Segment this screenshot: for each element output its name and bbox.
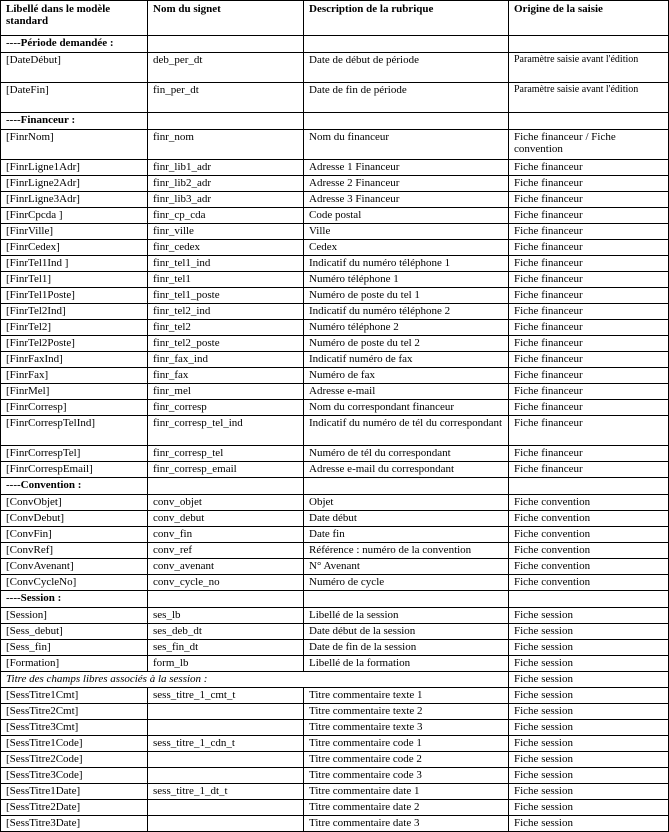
cell-description: Adresse e-mail du correspondant: [304, 462, 509, 478]
cell-description: Cedex: [304, 240, 509, 256]
cell-input-origin: Fiche financeur: [509, 462, 669, 478]
cell-standard-label: [DateFin]: [1, 83, 148, 113]
table-row: [1, 543, 669, 559]
cell-input-origin: Fiche financeur: [509, 320, 669, 336]
cell-bookmark-name: finr_corresp: [148, 400, 304, 416]
cell-bookmark-name: finr_corresp_tel: [148, 446, 304, 462]
cell-standard-label: [FinrCpcda ]: [1, 208, 148, 224]
cell-input-origin: Fiche session: [509, 784, 669, 800]
cell-description: Référence : numéro de la convention: [304, 543, 509, 559]
cell-bookmark-name: finr_cp_cda: [148, 208, 304, 224]
empty-cell: [304, 478, 509, 495]
cell-input-origin: Fiche session: [509, 704, 669, 720]
cell-description: Numéro téléphone 2: [304, 320, 509, 336]
table-row: [1, 384, 669, 400]
table-row: [1, 768, 669, 784]
empty-cell: [148, 113, 304, 130]
table-row: [1, 272, 669, 288]
cell-bookmark-name: finr_tel1_poste: [148, 288, 304, 304]
cell-standard-label: [FinrLigne2Adr]: [1, 176, 148, 192]
cell-input-origin: Fiche financeur: [509, 400, 669, 416]
table-row: [1, 736, 669, 752]
table-row: [1, 624, 669, 640]
cell-description: Nom du financeur: [304, 130, 509, 160]
table-row: [1, 336, 669, 352]
cell-bookmark-name: [148, 816, 304, 832]
cell-standard-label: [SessTitre1Code]: [1, 736, 148, 752]
cell-bookmark-name: finr_cedex: [148, 240, 304, 256]
table-row: [1, 416, 669, 446]
cell-standard-label: [ConvObjet]: [1, 495, 148, 511]
cell-input-origin: Fiche convention: [509, 527, 669, 543]
cell-description: Titre commentaire code 3: [304, 768, 509, 784]
cell-bookmark-name: ses_deb_dt: [148, 624, 304, 640]
cell-description: Titre commentaire date 1: [304, 784, 509, 800]
cell-standard-label: [FinrTel1Poste]: [1, 288, 148, 304]
cell-description: Adresse e-mail: [304, 384, 509, 400]
cell-description: Numéro de poste du tel 2: [304, 336, 509, 352]
table-row: [1, 304, 669, 320]
cell-description: Indicatif du numéro téléphone 1: [304, 256, 509, 272]
header-input-origin: Origine de la saisie: [509, 1, 669, 36]
cell-bookmark-name: conv_avenant: [148, 559, 304, 575]
empty-cell: [509, 591, 669, 608]
cell-bookmark-name: conv_fin: [148, 527, 304, 543]
cell-description: Nom du correspondant financeur: [304, 400, 509, 416]
cell-standard-label: [FinrLigne1Adr]: [1, 160, 148, 176]
table-row: [1, 511, 669, 527]
table-row: [1, 800, 669, 816]
cell-input-origin: Fiche financeur: [509, 208, 669, 224]
cell-standard-label: [SessTitre2Cmt]: [1, 704, 148, 720]
header-bookmark-name: Nom du signet: [148, 1, 304, 36]
cell-description: Adresse 1 Financeur: [304, 160, 509, 176]
cell-input-origin: Fiche session: [509, 768, 669, 784]
cell-standard-label: [FinrTel1]: [1, 272, 148, 288]
table-row: [1, 160, 669, 176]
cell-standard-label: [Formation]: [1, 656, 148, 672]
cell-bookmark-name: form_lb: [148, 656, 304, 672]
cell-standard-label: [FinrTel2]: [1, 320, 148, 336]
cell-standard-label: [ConvAvenant]: [1, 559, 148, 575]
subsection-row: [1, 672, 669, 688]
empty-cell: [304, 591, 509, 608]
cell-bookmark-name: deb_per_dt: [148, 53, 304, 83]
cell-input-origin: Fiche session: [509, 800, 669, 816]
empty-cell: [304, 36, 509, 53]
cell-bookmark-name: finr_mel: [148, 384, 304, 400]
header-standard-label: Libellé dans le modèle standard: [1, 1, 148, 36]
table-row: [1, 462, 669, 478]
table-row: [1, 446, 669, 462]
empty-cell: [148, 36, 304, 53]
cell-bookmark-name: conv_cycle_no: [148, 575, 304, 591]
table-row: [1, 816, 669, 832]
cell-bookmark-name: [148, 704, 304, 720]
table-row: [1, 130, 669, 160]
cell-standard-label: [ConvRef]: [1, 543, 148, 559]
section-header-row: [1, 591, 669, 608]
cell-bookmark-name: finr_ville: [148, 224, 304, 240]
empty-cell: [509, 36, 669, 53]
cell-description: N° Avenant: [304, 559, 509, 575]
cell-description: Titre commentaire texte 1: [304, 688, 509, 704]
cell-standard-label: [FinrTel1Ind ]: [1, 256, 148, 272]
cell-bookmark-name: finr_tel2_poste: [148, 336, 304, 352]
cell-description: Date fin: [304, 527, 509, 543]
empty-cell: [509, 113, 669, 130]
cell-input-origin: Fiche session: [509, 688, 669, 704]
table-row: [1, 495, 669, 511]
cell-standard-label: [SessTitre3Code]: [1, 768, 148, 784]
cell-input-origin: Fiche financeur: [509, 368, 669, 384]
table-row: [1, 752, 669, 768]
cell-input-origin: Fiche convention: [509, 543, 669, 559]
cell-input-origin: Fiche financeur: [509, 240, 669, 256]
cell-bookmark-name: finr_fax_ind: [148, 352, 304, 368]
cell-standard-label: [Session]: [1, 608, 148, 624]
cell-bookmark-name: finr_nom: [148, 130, 304, 160]
cell-input-origin: Fiche convention: [509, 575, 669, 591]
cell-bookmark-name: [148, 800, 304, 816]
table-row: [1, 527, 669, 543]
cell-input-origin: Paramètre saisie avant l'édition: [509, 53, 669, 83]
table-body: [1, 36, 669, 832]
cell-standard-label: [ConvDebut]: [1, 511, 148, 527]
cell-description: Code postal: [304, 208, 509, 224]
cell-description: Indicatif numéro de fax: [304, 352, 509, 368]
cell-description: Adresse 3 Financeur: [304, 192, 509, 208]
cell-standard-label: [SessTitre2Code]: [1, 752, 148, 768]
empty-cell: [304, 113, 509, 130]
section-title: ----Convention :: [1, 478, 148, 495]
cell-input-origin: Fiche session: [509, 720, 669, 736]
table-row: [1, 192, 669, 208]
cell-description: Titre commentaire code 2: [304, 752, 509, 768]
cell-description: Adresse 2 Financeur: [304, 176, 509, 192]
cell-input-origin: Fiche financeur: [509, 192, 669, 208]
cell-bookmark-name: conv_debut: [148, 511, 304, 527]
subsection-title: Titre des champs libres associés à la session :: [1, 672, 509, 688]
cell-input-origin: Fiche session: [509, 736, 669, 752]
cell-bookmark-name: [148, 752, 304, 768]
section-title: ----Financeur :: [1, 113, 148, 130]
cell-input-origin: Fiche session: [509, 624, 669, 640]
section-title: ----Session :: [1, 591, 148, 608]
cell-input-origin: Fiche financeur / Fiche convention: [509, 130, 669, 160]
cell-input-origin: Fiche session: [509, 816, 669, 832]
table-row: [1, 208, 669, 224]
table-row: [1, 608, 669, 624]
section-header-row: [1, 36, 669, 53]
cell-input-origin: Fiche financeur: [509, 256, 669, 272]
cell-standard-label: [ConvFin]: [1, 527, 148, 543]
cell-description: Date début: [304, 511, 509, 527]
cell-description: Titre commentaire code 1: [304, 736, 509, 752]
cell-standard-label: [SessTitre3Date]: [1, 816, 148, 832]
cell-input-origin: Fiche financeur: [509, 352, 669, 368]
cell-standard-label: [FinrCorrespTelInd]: [1, 416, 148, 446]
cell-bookmark-name: [148, 768, 304, 784]
table-row: [1, 640, 669, 656]
table-row: [1, 784, 669, 800]
cell-input-origin: Fiche financeur: [509, 384, 669, 400]
cell-bookmark-name: finr_tel1_ind: [148, 256, 304, 272]
cell-standard-label: [FinrLigne3Adr]: [1, 192, 148, 208]
table-row: [1, 320, 669, 336]
cell-bookmark-name: sess_titre_1_cdn_t: [148, 736, 304, 752]
table-row: [1, 720, 669, 736]
cell-input-origin: Fiche financeur: [509, 160, 669, 176]
cell-standard-label: [FinrCorrespTel]: [1, 446, 148, 462]
cell-bookmark-name: sess_titre_1_cmt_t: [148, 688, 304, 704]
cell-bookmark-name: ses_lb: [148, 608, 304, 624]
cell-standard-label: [ConvCycleNo]: [1, 575, 148, 591]
cell-standard-label: [SessTitre2Date]: [1, 800, 148, 816]
table-row: [1, 240, 669, 256]
cell-input-origin: Fiche convention: [509, 559, 669, 575]
table-row: [1, 704, 669, 720]
cell-standard-label: [SessTitre1Cmt]: [1, 688, 148, 704]
cell-input-origin: Fiche financeur: [509, 176, 669, 192]
empty-cell: [509, 478, 669, 495]
table-row: [1, 288, 669, 304]
cell-description: Ville: [304, 224, 509, 240]
table-row: [1, 656, 669, 672]
table-row: [1, 688, 669, 704]
cell-description: Titre commentaire date 3: [304, 816, 509, 832]
cell-description: Indicatif du numéro téléphone 2: [304, 304, 509, 320]
cell-input-origin: Fiche session: [509, 608, 669, 624]
table-row: [1, 224, 669, 240]
header-description: Description de la rubrique: [304, 1, 509, 36]
section-header-row: [1, 478, 669, 495]
cell-description: Numéro téléphone 1: [304, 272, 509, 288]
cell-input-origin: Fiche session: [509, 640, 669, 656]
section-header-row: [1, 113, 669, 130]
cell-bookmark-name: finr_corresp_tel_ind: [148, 416, 304, 446]
cell-standard-label: [SessTitre3Cmt]: [1, 720, 148, 736]
cell-description: Date début de la session: [304, 624, 509, 640]
cell-standard-label: [FinrCorrespEmail]: [1, 462, 148, 478]
cell-description: Titre commentaire texte 3: [304, 720, 509, 736]
cell-standard-label: [SessTitre1Date]: [1, 784, 148, 800]
cell-standard-label: [FinrTel2Poste]: [1, 336, 148, 352]
cell-standard-label: [FinrFaxInd]: [1, 352, 148, 368]
cell-description: Indicatif du numéro de tél du correspondant: [304, 416, 509, 446]
cell-bookmark-name: finr_corresp_email: [148, 462, 304, 478]
section-title: ----Période demandée :: [1, 36, 148, 53]
cell-standard-label: [Sess_fin]: [1, 640, 148, 656]
cell-standard-label: [FinrCedex]: [1, 240, 148, 256]
cell-input-origin: Fiche financeur: [509, 272, 669, 288]
table-row: [1, 53, 669, 83]
cell-description: Titre commentaire date 2: [304, 800, 509, 816]
cell-bookmark-name: conv_ref: [148, 543, 304, 559]
cell-bookmark-name: sess_titre_1_dt_t: [148, 784, 304, 800]
cell-input-origin: Fiche financeur: [509, 416, 669, 446]
cell-description: Numéro de fax: [304, 368, 509, 384]
cell-input-origin: Fiche financeur: [509, 224, 669, 240]
cell-description: Objet: [304, 495, 509, 511]
table-row: [1, 368, 669, 384]
cell-standard-label: [FinrNom]: [1, 130, 148, 160]
cell-bookmark-name: finr_tel1: [148, 272, 304, 288]
table-header-row: [1, 1, 669, 36]
table-row: [1, 400, 669, 416]
cell-standard-label: [Sess_debut]: [1, 624, 148, 640]
cell-bookmark-name: finr_lib1_adr: [148, 160, 304, 176]
cell-standard-label: [FinrFax]: [1, 368, 148, 384]
cell-input-origin: Fiche financeur: [509, 288, 669, 304]
cell-bookmark-name: finr_fax: [148, 368, 304, 384]
cell-input-origin: Fiche convention: [509, 511, 669, 527]
cell-standard-label: [FinrVille]: [1, 224, 148, 240]
cell-standard-label: [FinrCorresp]: [1, 400, 148, 416]
cell-bookmark-name: [148, 720, 304, 736]
cell-input-origin: Fiche session: [509, 656, 669, 672]
cell-bookmark-name: finr_lib3_adr: [148, 192, 304, 208]
cell-description: Titre commentaire texte 2: [304, 704, 509, 720]
cell-bookmark-name: conv_objet: [148, 495, 304, 511]
cell-bookmark-name: ses_fin_dt: [148, 640, 304, 656]
cell-description: Libellé de la formation: [304, 656, 509, 672]
table-row: [1, 559, 669, 575]
cell-description: Date de fin de la session: [304, 640, 509, 656]
table-row: [1, 256, 669, 272]
table-row: [1, 176, 669, 192]
cell-input-origin: Fiche session: [509, 752, 669, 768]
cell-input-origin: Fiche financeur: [509, 336, 669, 352]
cell-input-origin: Fiche financeur: [509, 304, 669, 320]
cell-input-origin: Fiche financeur: [509, 446, 669, 462]
empty-cell: [148, 478, 304, 495]
cell-bookmark-name: finr_lib2_adr: [148, 176, 304, 192]
cell-standard-label: [FinrMel]: [1, 384, 148, 400]
cell-bookmark-name: fin_per_dt: [148, 83, 304, 113]
cell-description: Numéro de poste du tel 1: [304, 288, 509, 304]
cell-description: Numéro de tél du correspondant: [304, 446, 509, 462]
empty-cell: [148, 591, 304, 608]
table-row: [1, 352, 669, 368]
cell-bookmark-name: finr_tel2: [148, 320, 304, 336]
cell-input-origin: Fiche convention: [509, 495, 669, 511]
cell-standard-label: [DateDébut]: [1, 53, 148, 83]
cell-bookmark-name: finr_tel2_ind: [148, 304, 304, 320]
cell-input-origin: Paramètre saisie avant l'édition: [509, 83, 669, 113]
cell-description: Date de début de période: [304, 53, 509, 83]
table-row: [1, 83, 669, 113]
cell-input-origin: Fiche session: [509, 672, 669, 688]
cell-description: Libellé de la session: [304, 608, 509, 624]
cell-description: Numéro de cycle: [304, 575, 509, 591]
cell-description: Date de fin de période: [304, 83, 509, 113]
table-row: [1, 575, 669, 591]
cell-standard-label: [FinrTel2Ind]: [1, 304, 148, 320]
